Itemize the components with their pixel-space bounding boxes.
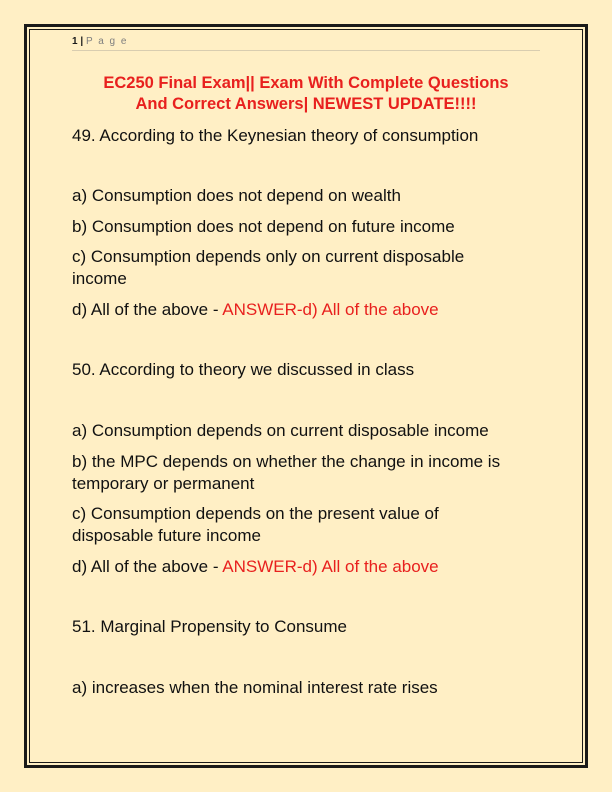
q50-option-c: c) Consumption depends on the present value of xyxy=(72,504,439,523)
q50-option-d-text: d) All of the above - xyxy=(72,557,223,576)
document-title-line-2: And Correct Answers| NEWEST UPDATE!!!! xyxy=(135,95,477,113)
q49-answer: ANSWER-d) All of the above xyxy=(222,300,439,319)
q50-option-d xyxy=(72,556,542,578)
q49-option-d xyxy=(72,299,542,321)
q49-option-c-cont: income xyxy=(72,269,127,288)
document-title-line-1: EC250 Final Exam|| Exam With Complete Questions xyxy=(103,74,509,92)
page-number: 1 xyxy=(72,36,78,47)
page-label: P a g e xyxy=(85,36,128,47)
q50-option-b: b) the MPC depends on whether the change in income is xyxy=(72,452,501,471)
q49-option-d-text: d) All of the above - xyxy=(72,300,223,319)
q50-option-a: a) Consumption depends on current disposable income xyxy=(72,421,489,440)
page-header xyxy=(72,36,540,51)
q50-answer: ANSWER-d) All of the above xyxy=(222,557,439,576)
question-50: 50. According to theory we discussed in class xyxy=(72,360,415,379)
q49-option-c: c) Consumption depends only on current disposable xyxy=(72,247,465,266)
q49-option-b: b) Consumption does not depend on future income xyxy=(72,217,455,236)
q49-option-a: a) Consumption does not depend on wealth xyxy=(72,186,401,205)
question-51: 51. Marginal Propensity to Consume xyxy=(72,617,347,636)
q51-option-a: a) increases when the nominal interest rate rises xyxy=(72,678,438,697)
q50-option-c-cont: disposable future income xyxy=(72,526,262,545)
page-separator: | xyxy=(80,36,84,47)
document-title xyxy=(72,73,540,115)
q50-option-b-cont: temporary or permanent xyxy=(72,474,255,493)
question-49: 49. According to the Keynesian theory of consumption xyxy=(72,126,479,145)
